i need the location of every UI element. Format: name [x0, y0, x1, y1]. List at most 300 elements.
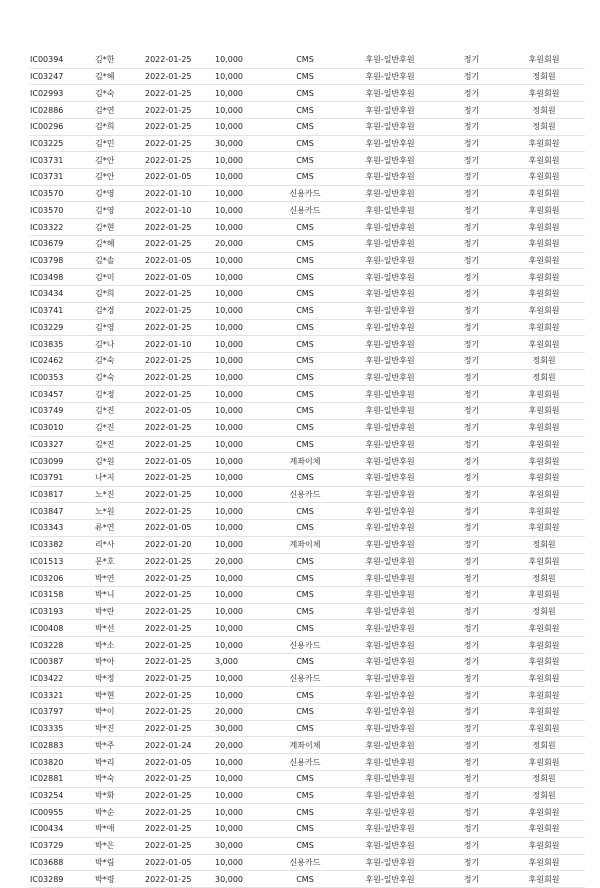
date-cell: 2022-01-25 — [145, 670, 215, 687]
date-cell: 2022-01-10 — [145, 185, 215, 202]
cycle-cell: 정기 — [440, 219, 503, 236]
type-cell: 후원-일반후원 — [340, 135, 440, 152]
method-cell: CMS — [270, 436, 340, 453]
name-cell: 김*영 — [95, 202, 145, 219]
amount-cell: 10,000 — [215, 118, 270, 135]
cycle-cell: 정기 — [440, 152, 503, 169]
name-cell: 김*영 — [95, 185, 145, 202]
grade-cell: 후원회원 — [503, 587, 585, 604]
method-cell: CMS — [270, 419, 340, 436]
cycle-cell: 정기 — [440, 787, 503, 804]
date-cell: 2022-01-25 — [145, 118, 215, 135]
name-cell: 김*미 — [95, 269, 145, 286]
amount-cell: 30,000 — [215, 871, 270, 888]
table-row — [30, 603, 585, 620]
grade-cell: 후원회원 — [503, 653, 585, 670]
table-row — [30, 871, 585, 888]
type-cell: 후원-일반후원 — [340, 336, 440, 353]
ledger-body — [30, 52, 585, 887]
amount-cell: 10,000 — [215, 520, 270, 537]
type-cell: 후원-일반후원 — [340, 737, 440, 754]
id-cell: IC02883 — [30, 737, 95, 754]
grade-cell: 후원회원 — [503, 754, 585, 771]
date-cell: 2022-01-25 — [145, 102, 215, 119]
cycle-cell: 정기 — [440, 419, 503, 436]
method-cell: 신용카드 — [270, 185, 340, 202]
method-cell: 신용카드 — [270, 486, 340, 503]
table-row — [30, 687, 585, 704]
table-row — [30, 118, 585, 135]
name-cell: 박*화 — [95, 787, 145, 804]
type-cell: 후원-일반후원 — [340, 469, 440, 486]
method-cell: 신용카드 — [270, 754, 340, 771]
method-cell: CMS — [270, 286, 340, 303]
amount-cell: 10,000 — [215, 603, 270, 620]
table-row — [30, 670, 585, 687]
table-row — [30, 386, 585, 403]
id-cell: IC03158 — [30, 587, 95, 604]
amount-cell: 20,000 — [215, 235, 270, 252]
method-cell: 신용카드 — [270, 637, 340, 654]
date-cell: 2022-01-05 — [145, 520, 215, 537]
table-row — [30, 52, 585, 68]
id-cell: IC03798 — [30, 252, 95, 269]
name-cell: 김*안 — [95, 169, 145, 186]
name-cell: 김*경 — [95, 302, 145, 319]
cycle-cell: 정기 — [440, 102, 503, 119]
table-row — [30, 520, 585, 537]
grade-cell: 후원회원 — [503, 52, 585, 68]
amount-cell: 30,000 — [215, 720, 270, 737]
name-cell: 박*정 — [95, 670, 145, 687]
date-cell: 2022-01-25 — [145, 553, 215, 570]
amount-cell: 10,000 — [215, 687, 270, 704]
amount-cell: 10,000 — [215, 302, 270, 319]
name-cell: 박*주 — [95, 737, 145, 754]
type-cell: 후원-일반후원 — [340, 787, 440, 804]
id-cell: IC03570 — [30, 185, 95, 202]
grade-cell: 후원회원 — [503, 235, 585, 252]
amount-cell: 10,000 — [215, 202, 270, 219]
amount-cell: 10,000 — [215, 219, 270, 236]
cycle-cell: 정기 — [440, 570, 503, 587]
cycle-cell: 정기 — [440, 503, 503, 520]
id-cell: IC03229 — [30, 319, 95, 336]
type-cell: 후원-일반후원 — [340, 503, 440, 520]
id-cell: IC03820 — [30, 754, 95, 771]
method-cell: CMS — [270, 386, 340, 403]
id-cell: IC02993 — [30, 85, 95, 102]
date-cell: 2022-01-25 — [145, 770, 215, 787]
method-cell: CMS — [270, 135, 340, 152]
type-cell: 후원-일반후원 — [340, 653, 440, 670]
grade-cell: 정회원 — [503, 369, 585, 386]
type-cell: 후원-일반후원 — [340, 386, 440, 403]
name-cell: 박*니 — [95, 587, 145, 604]
grade-cell: 후원회원 — [503, 286, 585, 303]
id-cell: IC03570 — [30, 202, 95, 219]
table-row — [30, 85, 585, 102]
id-cell: IC03327 — [30, 436, 95, 453]
grade-cell: 후원회원 — [503, 837, 585, 854]
name-cell: 김*민 — [95, 135, 145, 152]
type-cell: 후원-일반후원 — [340, 118, 440, 135]
grade-cell: 후원회원 — [503, 302, 585, 319]
method-cell: CMS — [270, 520, 340, 537]
date-cell: 2022-01-25 — [145, 603, 215, 620]
table-row — [30, 821, 585, 838]
cycle-cell: 정기 — [440, 837, 503, 854]
date-cell: 2022-01-25 — [145, 720, 215, 737]
table-row — [30, 235, 585, 252]
method-cell: 신용카드 — [270, 670, 340, 687]
name-cell: 김*진 — [95, 419, 145, 436]
method-cell: CMS — [270, 319, 340, 336]
method-cell: CMS — [270, 469, 340, 486]
type-cell: 후원-일반후원 — [340, 152, 440, 169]
table-row — [30, 135, 585, 152]
date-cell: 2022-01-05 — [145, 169, 215, 186]
grade-cell: 정회원 — [503, 787, 585, 804]
grade-cell: 후원회원 — [503, 185, 585, 202]
method-cell: CMS — [270, 269, 340, 286]
table-row — [30, 854, 585, 871]
table-row — [30, 553, 585, 570]
type-cell: 후원-일반후원 — [340, 419, 440, 436]
grade-cell: 후원회원 — [503, 219, 585, 236]
amount-cell: 10,000 — [215, 85, 270, 102]
id-cell: IC03847 — [30, 503, 95, 520]
grade-cell: 후원회원 — [503, 436, 585, 453]
method-cell: CMS — [270, 620, 340, 637]
table-row — [30, 704, 585, 721]
method-cell: CMS — [270, 787, 340, 804]
cycle-cell: 정기 — [440, 252, 503, 269]
method-cell: CMS — [270, 570, 340, 587]
method-cell: 신용카드 — [270, 854, 340, 871]
method-cell: CMS — [270, 235, 340, 252]
grade-cell: 후원회원 — [503, 670, 585, 687]
grade-cell: 후원회원 — [503, 152, 585, 169]
amount-cell: 10,000 — [215, 152, 270, 169]
type-cell: 후원-일반후원 — [340, 770, 440, 787]
date-cell: 2022-01-05 — [145, 453, 215, 470]
type-cell: 후원-일반후원 — [340, 821, 440, 838]
cycle-cell: 정기 — [440, 804, 503, 821]
method-cell: CMS — [270, 336, 340, 353]
id-cell: IC03322 — [30, 219, 95, 236]
type-cell: 후원-일반후원 — [340, 620, 440, 637]
id-cell: IC03679 — [30, 235, 95, 252]
id-cell: IC03335 — [30, 720, 95, 737]
name-cell: 김*숙 — [95, 352, 145, 369]
method-cell: CMS — [270, 68, 340, 85]
method-cell: CMS — [270, 152, 340, 169]
name-cell: 박*진 — [95, 720, 145, 737]
table-row — [30, 185, 585, 202]
table-row — [30, 202, 585, 219]
table-row — [30, 503, 585, 520]
type-cell: 후원-일반후원 — [340, 486, 440, 503]
id-cell: IC00387 — [30, 653, 95, 670]
date-cell: 2022-01-25 — [145, 704, 215, 721]
table-row — [30, 352, 585, 369]
cycle-cell: 정기 — [440, 871, 503, 888]
amount-cell: 20,000 — [215, 737, 270, 754]
id-cell: IC03228 — [30, 637, 95, 654]
id-cell: IC02886 — [30, 102, 95, 119]
type-cell: 후원-일반후원 — [340, 68, 440, 85]
cycle-cell: 정기 — [440, 653, 503, 670]
table-row — [30, 319, 585, 336]
type-cell: 후원-일반후원 — [340, 570, 440, 587]
name-cell: 박*이 — [95, 704, 145, 721]
table-row — [30, 403, 585, 420]
id-cell: IC03010 — [30, 419, 95, 436]
table-row — [30, 252, 585, 269]
amount-cell: 10,000 — [215, 770, 270, 787]
date-cell: 2022-01-25 — [145, 587, 215, 604]
table-row — [30, 720, 585, 737]
amount-cell: 10,000 — [215, 319, 270, 336]
table-row — [30, 737, 585, 754]
name-cell: 김*진 — [95, 436, 145, 453]
grade-cell: 후원회원 — [503, 704, 585, 721]
amount-cell: 10,000 — [215, 436, 270, 453]
type-cell: 후원-일반후원 — [340, 269, 440, 286]
date-cell: 2022-01-25 — [145, 52, 215, 68]
date-cell: 2022-01-25 — [145, 837, 215, 854]
cycle-cell: 정기 — [440, 302, 503, 319]
name-cell: 김*숙 — [95, 85, 145, 102]
date-cell: 2022-01-25 — [145, 503, 215, 520]
date-cell: 2022-01-05 — [145, 854, 215, 871]
amount-cell: 10,000 — [215, 620, 270, 637]
id-cell: IC02462 — [30, 352, 95, 369]
amount-cell: 10,000 — [215, 503, 270, 520]
cycle-cell: 정기 — [440, 469, 503, 486]
name-cell: 김*혜 — [95, 68, 145, 85]
method-cell: CMS — [270, 503, 340, 520]
grade-cell: 정회원 — [503, 102, 585, 119]
cycle-cell: 정기 — [440, 336, 503, 353]
table-row — [30, 653, 585, 670]
date-cell: 2022-01-25 — [145, 637, 215, 654]
date-cell: 2022-01-25 — [145, 68, 215, 85]
amount-cell: 10,000 — [215, 419, 270, 436]
name-cell: 김*현 — [95, 219, 145, 236]
type-cell: 후원-일반후원 — [340, 553, 440, 570]
name-cell: 박*숙 — [95, 770, 145, 787]
amount-cell: 10,000 — [215, 804, 270, 821]
name-cell: 박*현 — [95, 687, 145, 704]
table-row — [30, 637, 585, 654]
name-cell: 박*순 — [95, 804, 145, 821]
grade-cell: 후원회원 — [503, 553, 585, 570]
date-cell: 2022-01-25 — [145, 352, 215, 369]
date-cell: 2022-01-25 — [145, 419, 215, 436]
table-row — [30, 152, 585, 169]
date-cell: 2022-01-25 — [145, 687, 215, 704]
cycle-cell: 정기 — [440, 52, 503, 68]
grade-cell: 후원회원 — [503, 403, 585, 420]
cycle-cell: 정기 — [440, 553, 503, 570]
amount-cell: 3,000 — [215, 653, 270, 670]
type-cell: 후원-일반후원 — [340, 520, 440, 537]
type-cell: 후원-일반후원 — [340, 52, 440, 68]
date-cell: 2022-01-25 — [145, 787, 215, 804]
method-cell: CMS — [270, 219, 340, 236]
method-cell: CMS — [270, 821, 340, 838]
amount-cell: 10,000 — [215, 403, 270, 420]
grade-cell: 후원회원 — [503, 386, 585, 403]
date-cell: 2022-01-25 — [145, 319, 215, 336]
amount-cell: 10,000 — [215, 369, 270, 386]
amount-cell: 10,000 — [215, 469, 270, 486]
grade-cell: 후원회원 — [503, 419, 585, 436]
name-cell: 김*원 — [95, 453, 145, 470]
cycle-cell: 정기 — [440, 403, 503, 420]
id-cell: IC00408 — [30, 620, 95, 637]
amount-cell: 10,000 — [215, 252, 270, 269]
name-cell: 김*숙 — [95, 369, 145, 386]
amount-cell: 10,000 — [215, 352, 270, 369]
name-cell: 리*사 — [95, 536, 145, 553]
grade-cell: 정회원 — [503, 603, 585, 620]
method-cell: CMS — [270, 403, 340, 420]
grade-cell: 정회원 — [503, 118, 585, 135]
amount-cell: 10,000 — [215, 386, 270, 403]
table-row — [30, 453, 585, 470]
id-cell: IC03099 — [30, 453, 95, 470]
method-cell: CMS — [270, 720, 340, 737]
amount-cell: 10,000 — [215, 336, 270, 353]
grade-cell: 후원회원 — [503, 871, 585, 888]
cycle-cell: 정기 — [440, 202, 503, 219]
table-row — [30, 336, 585, 353]
id-cell: IC03688 — [30, 854, 95, 871]
method-cell: 계좌이체 — [270, 536, 340, 553]
type-cell: 후원-일반후원 — [340, 871, 440, 888]
date-cell: 2022-01-25 — [145, 152, 215, 169]
amount-cell: 10,000 — [215, 52, 270, 68]
amount-cell: 10,000 — [215, 286, 270, 303]
name-cell: 박*아 — [95, 653, 145, 670]
date-cell: 2022-01-25 — [145, 804, 215, 821]
id-cell: IC03321 — [30, 687, 95, 704]
date-cell: 2022-01-25 — [145, 469, 215, 486]
id-cell: IC03193 — [30, 603, 95, 620]
name-cell: 문*호 — [95, 553, 145, 570]
cycle-cell: 정기 — [440, 720, 503, 737]
id-cell: IC03817 — [30, 486, 95, 503]
cycle-cell: 정기 — [440, 68, 503, 85]
grade-cell: 후원회원 — [503, 620, 585, 637]
amount-cell: 10,000 — [215, 670, 270, 687]
name-cell: 박*림 — [95, 854, 145, 871]
table-row — [30, 369, 585, 386]
amount-cell: 10,000 — [215, 185, 270, 202]
cycle-cell: 정기 — [440, 637, 503, 654]
table-row — [30, 419, 585, 436]
type-cell: 후원-일반후원 — [340, 637, 440, 654]
table-row — [30, 102, 585, 119]
cycle-cell: 정기 — [440, 135, 503, 152]
date-cell: 2022-01-05 — [145, 252, 215, 269]
grade-cell: 정회원 — [503, 352, 585, 369]
amount-cell: 10,000 — [215, 754, 270, 771]
method-cell: 계좌이체 — [270, 737, 340, 754]
amount-cell: 10,000 — [215, 854, 270, 871]
type-cell: 후원-일반후원 — [340, 837, 440, 854]
date-cell: 2022-01-25 — [145, 286, 215, 303]
type-cell: 후원-일반후원 — [340, 319, 440, 336]
method-cell: CMS — [270, 804, 340, 821]
date-cell: 2022-01-25 — [145, 871, 215, 888]
id-cell: IC03791 — [30, 469, 95, 486]
id-cell: IC03741 — [30, 302, 95, 319]
method-cell: CMS — [270, 871, 340, 888]
grade-cell: 후원회원 — [503, 135, 585, 152]
table-row — [30, 754, 585, 771]
grade-cell: 정회원 — [503, 737, 585, 754]
cycle-cell: 정기 — [440, 603, 503, 620]
type-cell: 후원-일반후원 — [340, 687, 440, 704]
date-cell: 2022-01-25 — [145, 386, 215, 403]
id-cell: IC03254 — [30, 787, 95, 804]
type-cell: 후원-일반후원 — [340, 252, 440, 269]
name-cell: 박*란 — [95, 603, 145, 620]
amount-cell: 20,000 — [215, 553, 270, 570]
type-cell: 후원-일반후원 — [340, 286, 440, 303]
grade-cell: 후원회원 — [503, 804, 585, 821]
type-cell: 후원-일반후원 — [340, 720, 440, 737]
table-row — [30, 587, 585, 604]
date-cell: 2022-01-10 — [145, 202, 215, 219]
type-cell: 후원-일반후원 — [340, 804, 440, 821]
id-cell: IC03835 — [30, 336, 95, 353]
type-cell: 후원-일반후원 — [340, 219, 440, 236]
amount-cell: 20,000 — [215, 704, 270, 721]
table-row — [30, 570, 585, 587]
date-cell: 2022-01-20 — [145, 536, 215, 553]
grade-cell: 후원회원 — [503, 252, 585, 269]
grade-cell: 후원회원 — [503, 469, 585, 486]
method-cell: CMS — [270, 369, 340, 386]
grade-cell: 후원회원 — [503, 319, 585, 336]
cycle-cell: 정기 — [440, 436, 503, 453]
id-cell: IC03225 — [30, 135, 95, 152]
grade-cell: 후원회원 — [503, 169, 585, 186]
type-cell: 후원-일반후원 — [340, 587, 440, 604]
name-cell: 박*소 — [95, 637, 145, 654]
date-cell: 2022-01-25 — [145, 436, 215, 453]
amount-cell: 10,000 — [215, 821, 270, 838]
date-cell: 2022-01-25 — [145, 85, 215, 102]
cycle-cell: 정기 — [440, 704, 503, 721]
amount-cell: 10,000 — [215, 453, 270, 470]
method-cell: CMS — [270, 52, 340, 68]
method-cell: CMS — [270, 118, 340, 135]
amount-cell: 30,000 — [215, 837, 270, 854]
id-cell: IC00434 — [30, 821, 95, 838]
method-cell: CMS — [270, 587, 340, 604]
date-cell: 2022-01-25 — [145, 135, 215, 152]
amount-cell: 10,000 — [215, 637, 270, 654]
grade-cell: 후원회원 — [503, 336, 585, 353]
id-cell: IC01513 — [30, 553, 95, 570]
cycle-cell: 정기 — [440, 486, 503, 503]
